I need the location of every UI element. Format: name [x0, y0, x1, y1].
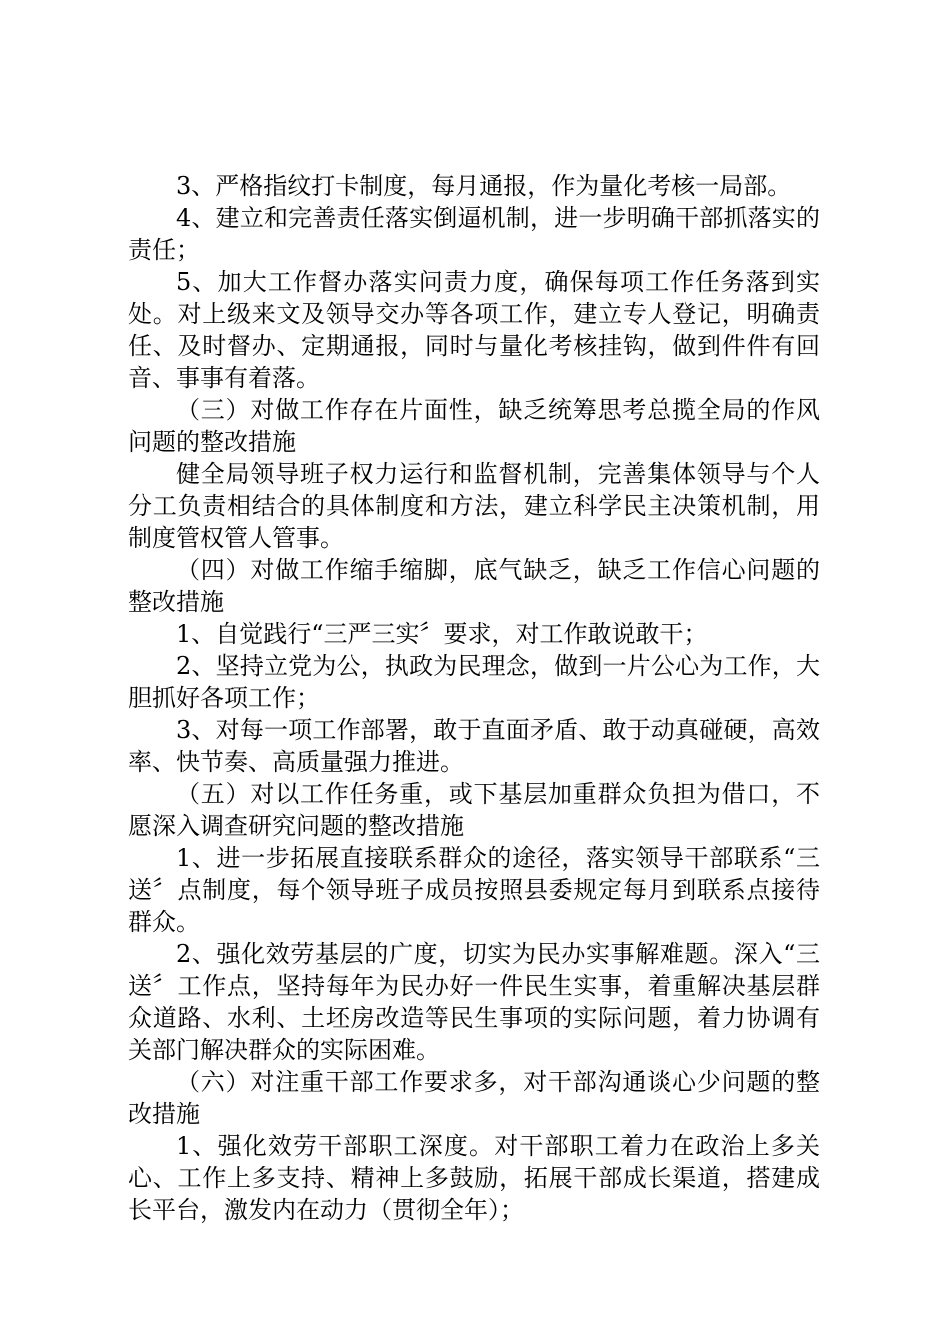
section-heading-6: （六）对注重干部工作要求多，对干部沟通谈心少问题的整改措施: [128, 1068, 820, 1128]
paragraph-item-4: 4、建立和完善责任落实倒逼机制，进一步明确干部抓落实的责任；: [128, 204, 820, 264]
paragraph-item-5: 5、加大工作督办落实问责力度，确保每项工作任务落到实处。对上级来文及领导交办等各项工作，建立专人登记，明确责任、及时督办、定期通报，同时与量化考核挂钩，做到件件有回音、事事有着落。: [128, 268, 820, 392]
paragraph-section-5-item-1: 1、进一步拓展直接联系群众的途径，落实领导干部联系“三送〞点制度，每个领导班子成员按照县委规定每月到联系点接待群众。: [128, 844, 820, 936]
paragraph-section-3-body: 健全局领导班子权力运行和监督机制，完善集体领导与个人分工负责相结合的具体制度和方法，建立科学民主决策机制，用制度管权管人管事。: [128, 460, 820, 552]
section-heading-5: （五）对以工作任务重，或下基层加重群众负担为借口，不愿深入调查研究问题的整改措施: [128, 780, 820, 840]
section-heading-4: （四）对做工作缩手缩脚，底气缺乏，缺乏工作信心问题的整改措施: [128, 556, 820, 616]
paragraph-section-4-item-2: 2、坚持立党为公，执政为民理念，做到一片公心为工作，大胆抓好各项工作；: [128, 652, 820, 712]
document-body: [128, 170, 820, 1226]
paragraph-item-3: 3、严格指纹打卡制度，每月通报，作为量化考核一局部。: [176, 172, 792, 200]
paragraph-section-5-item-2: 2、强化效劳基层的广度，切实为民办实事解难题。深入“三送〞工作点，坚持每年为民办好一件民生实事，着重解决基层群众道路、水利、土坯房改造等民生事项的实际问题，着力协调有关部门解决群众的实际困难。: [128, 940, 820, 1064]
paragraph-section-6-item-1: 1、强化效劳干部职工深度。对干部职工着力在政治上多关心、工作上多支持、精神上多鼓励，拓展干部成长渠道，搭建成长平台，激发内在动力（贯彻全年）；: [128, 1132, 820, 1224]
paragraph-section-4-item-3: 3、对每一项工作部署，敢于直面矛盾、敢于动真碰硬，高效率、快节奏、高质量强力推进。: [128, 716, 820, 776]
paragraph-section-4-item-1: 1、自觉践行“三严三实〞要求，对工作敢说敢干；: [176, 620, 708, 648]
section-heading-3: （三）对做工作存在片面性，缺乏统筹思考总揽全局的作风问题的整改措施: [128, 396, 820, 456]
